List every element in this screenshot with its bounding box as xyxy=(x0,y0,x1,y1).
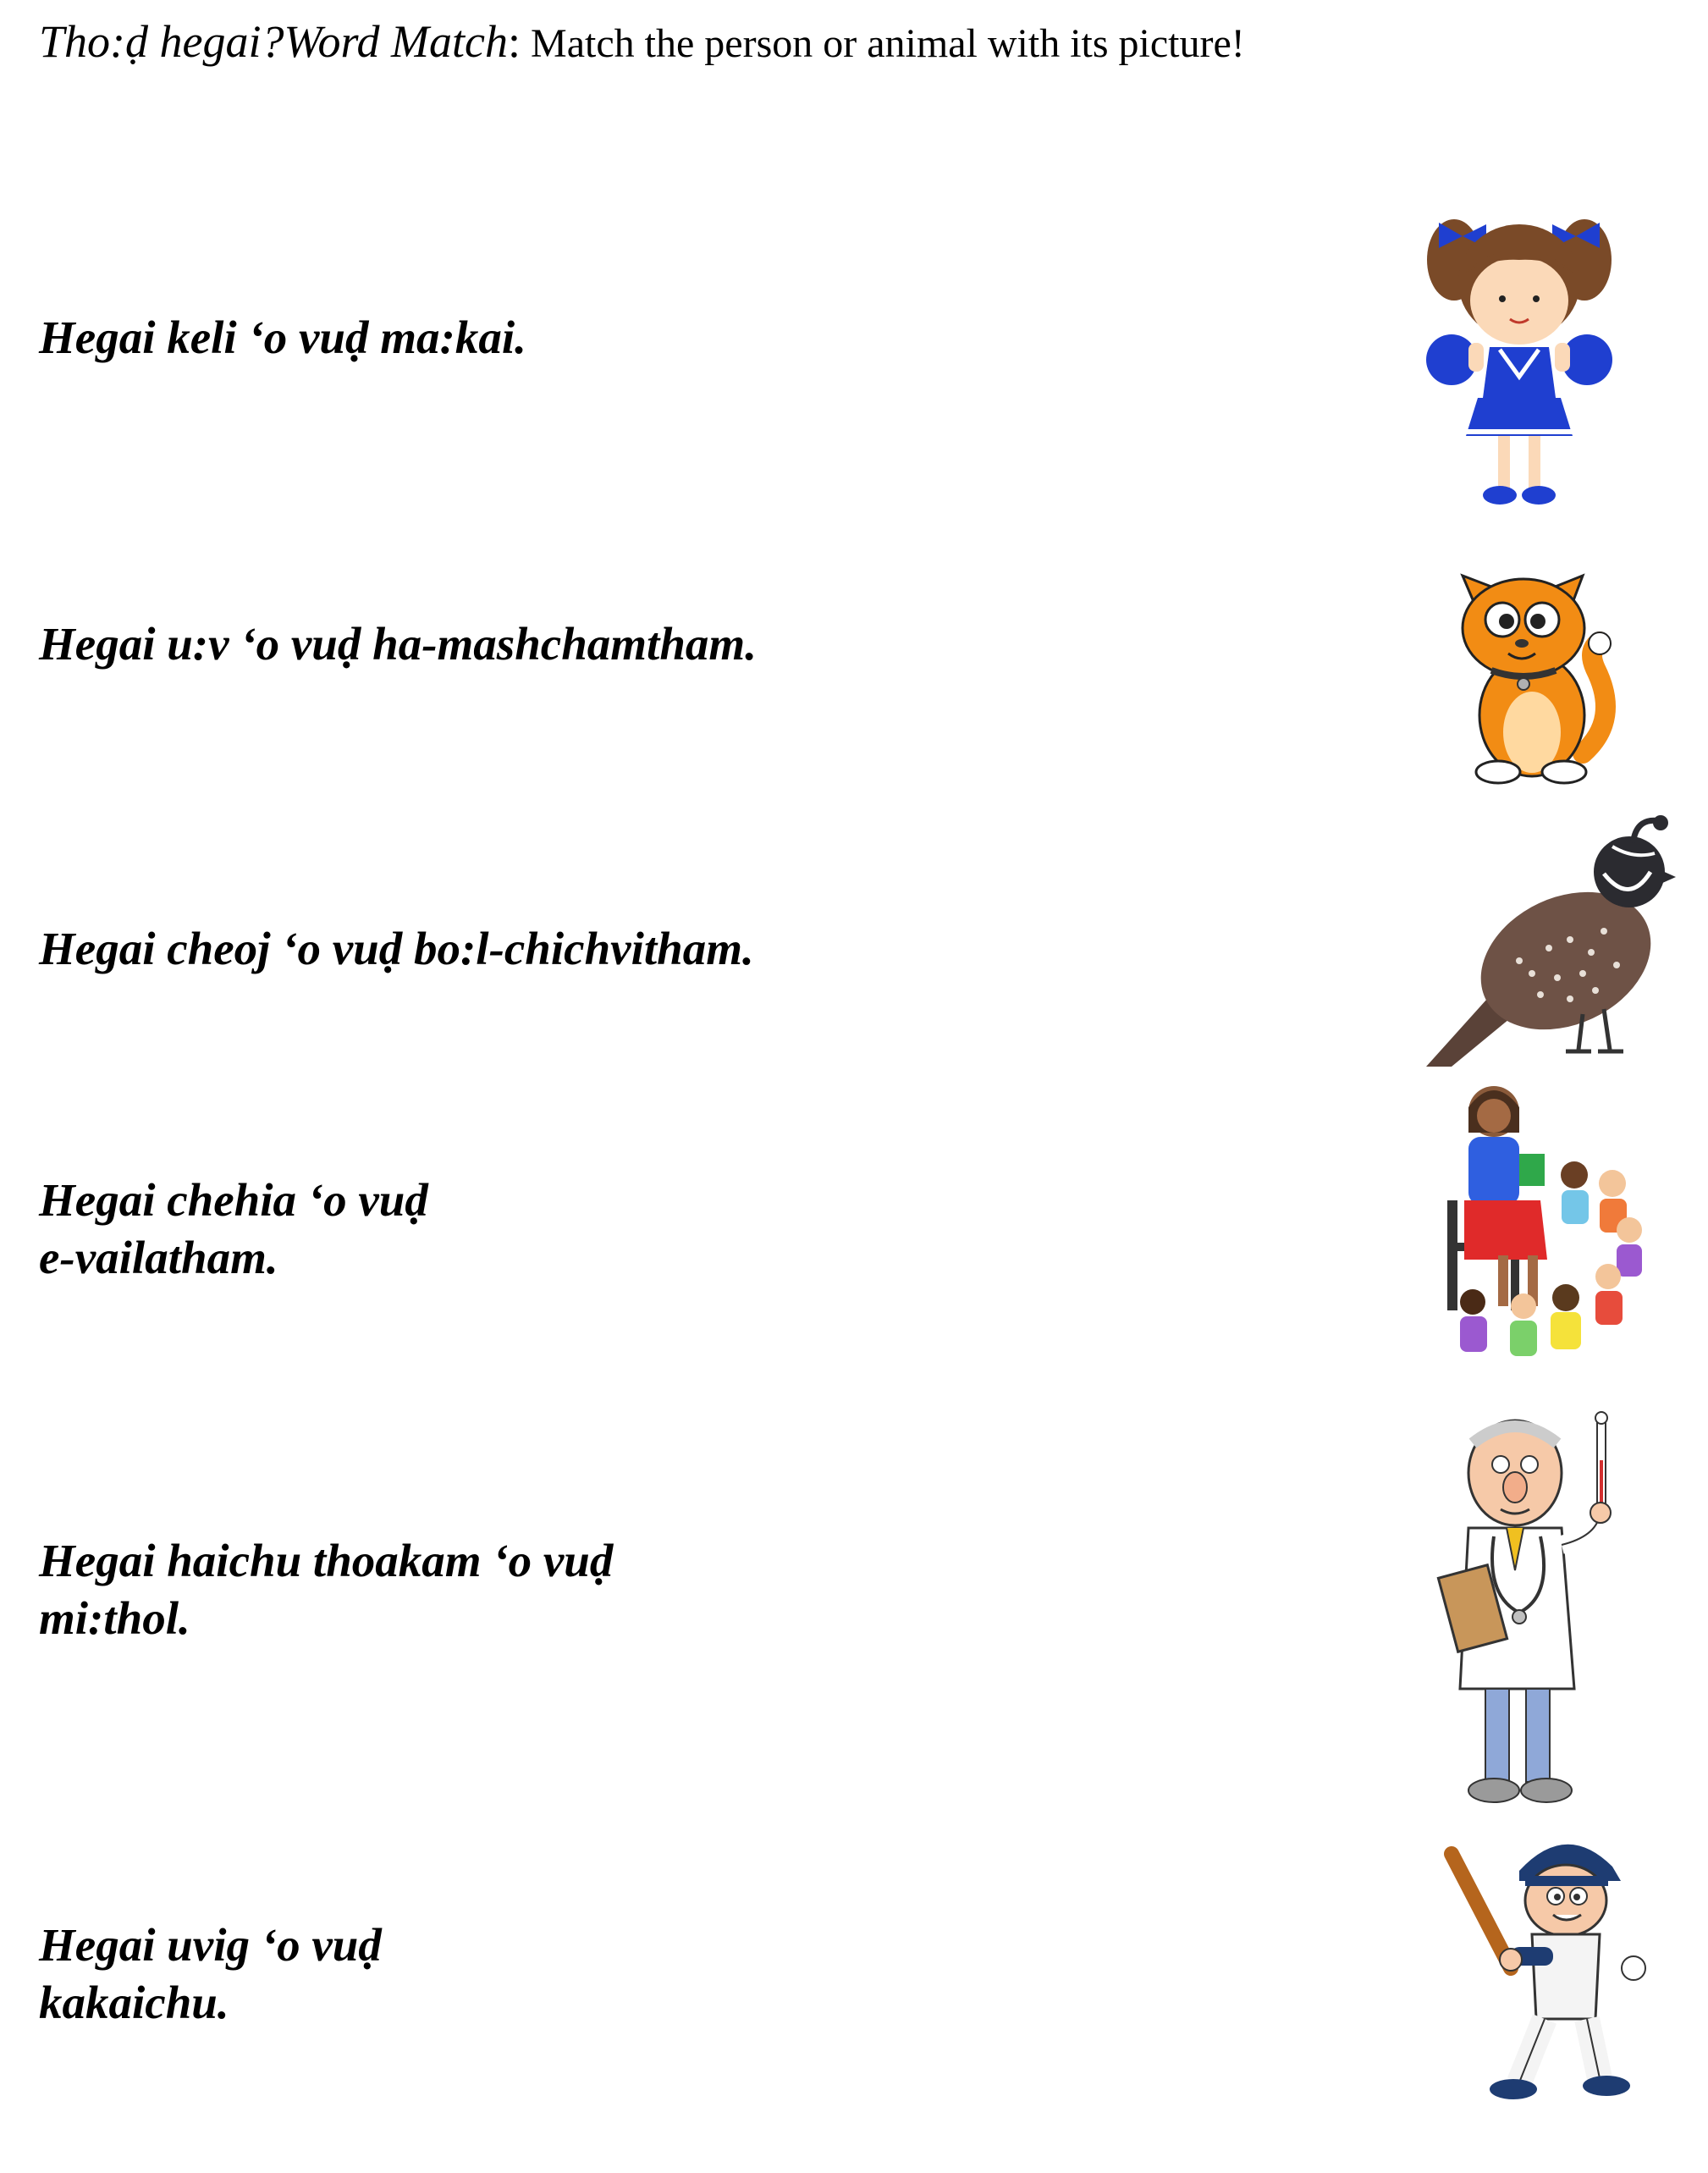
sentence-1 xyxy=(39,309,526,367)
sentence-6-line-1: Hegai uvig ‘o vuḍ xyxy=(39,1919,382,1971)
baseball-boy-picture xyxy=(1439,1820,1676,2108)
title-question: Tho:ḍ hegai? xyxy=(39,16,284,67)
sentence-3 xyxy=(39,920,754,978)
sentence-4 xyxy=(39,1172,428,1287)
title-word-match: Word Match xyxy=(284,16,508,67)
orange-cat-picture xyxy=(1430,550,1625,789)
sentence-4-line-1: Hegai chehia ‘o vuḍ xyxy=(39,1174,428,1226)
instruction-text: Match the person or animal with its picture! xyxy=(521,21,1245,66)
sentence-3-line-1: Hegai cheoj ‘o vuḍ bo:l-chichvitham. xyxy=(39,923,754,974)
sentence-6 xyxy=(39,1917,382,2032)
cheerleader-girl-picture xyxy=(1422,207,1617,521)
sentence-1-line-1: Hegai keli ‘o vuḍ ma:kai. xyxy=(39,312,526,363)
sentence-5-line-2: mi:thol. xyxy=(39,1592,190,1644)
sentence-5-line-1: Hegai haichu thoakam ‘o vuḍ xyxy=(39,1535,614,1586)
worksheet-title xyxy=(39,15,1245,68)
sentence-2 xyxy=(39,615,757,673)
teacher-reading-to-children-picture xyxy=(1439,1073,1650,1378)
sentence-2-line-1: Hegai u:v ‘o vuḍ ha-mashchamtham. xyxy=(39,618,757,670)
doctor-picture xyxy=(1435,1409,1638,1820)
sentence-5 xyxy=(39,1532,613,1647)
quail-bird-picture xyxy=(1422,813,1680,1071)
sentence-6-line-2: kakaichu. xyxy=(39,1977,229,2028)
title-colon: : xyxy=(508,16,521,67)
sentence-4-line-2: e-vailatham. xyxy=(39,1232,278,1283)
